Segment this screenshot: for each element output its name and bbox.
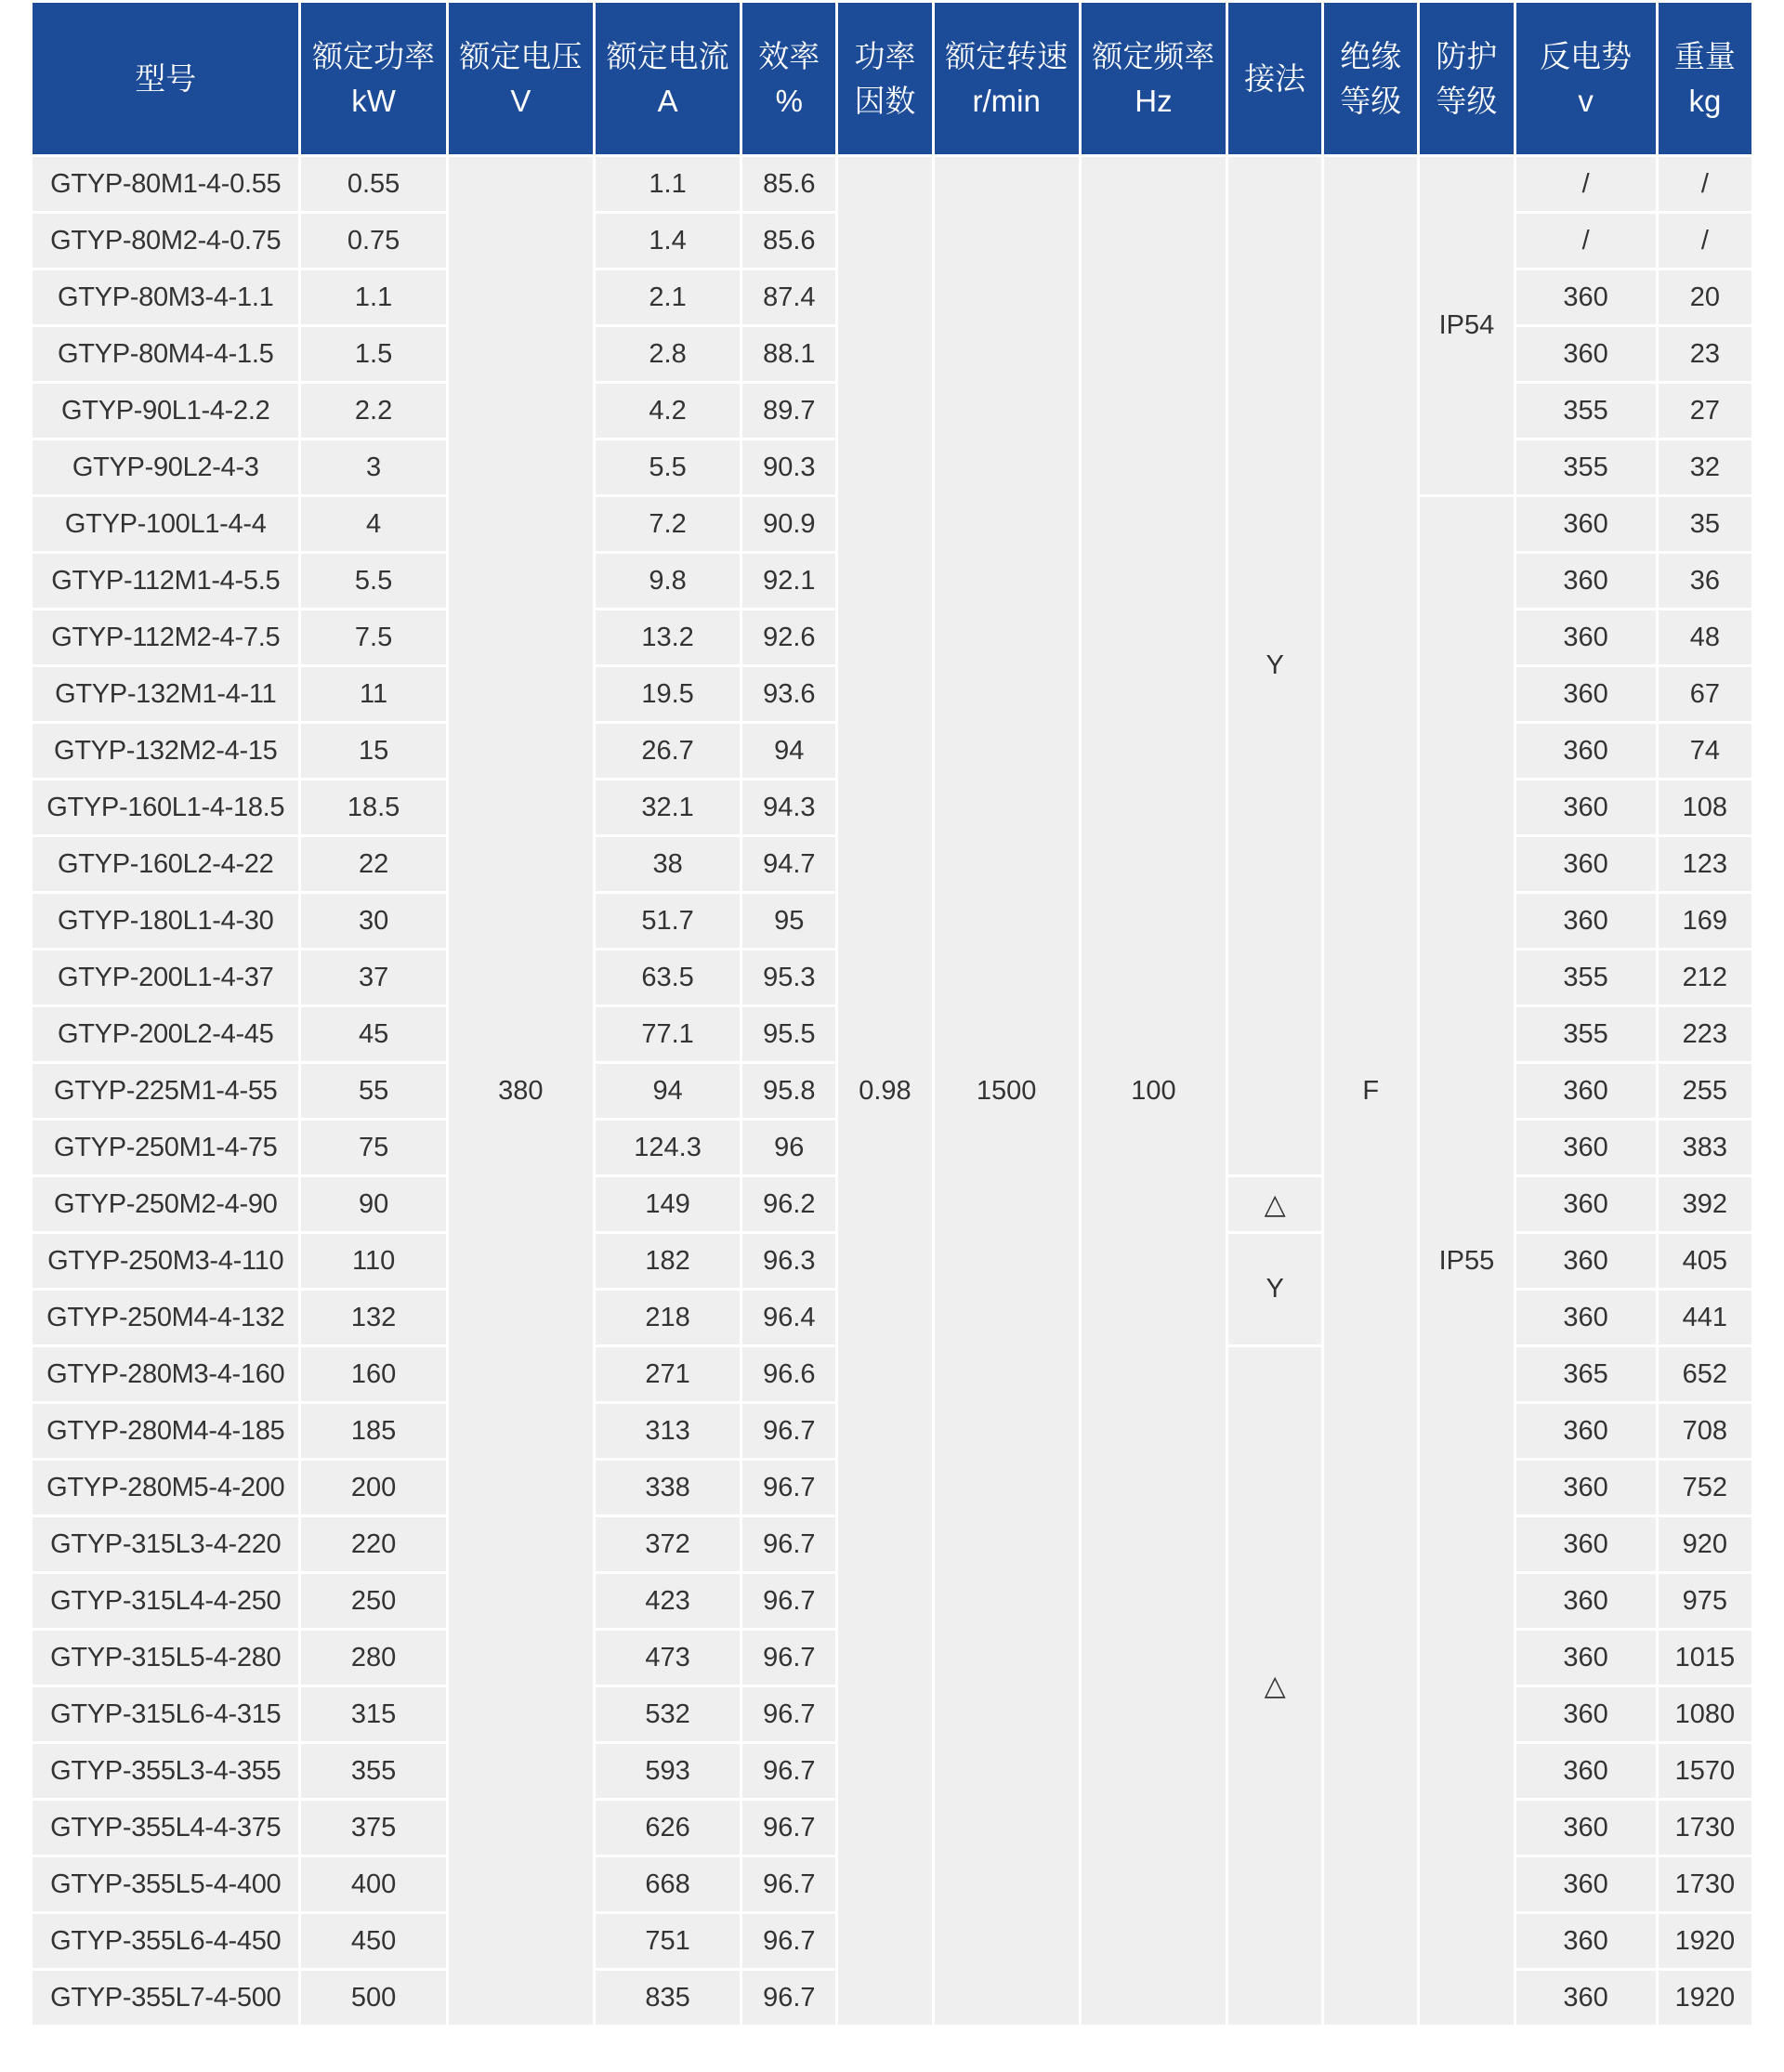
model-cell: GTYP-180L1-4-30 <box>33 894 298 948</box>
header-unit: % <box>775 83 803 118</box>
weight-cell: 652 <box>1659 1347 1751 1401</box>
protection-cell: IP55 <box>1420 497 1513 2025</box>
power-cell: 1.1 <box>301 270 445 324</box>
power-cell: 280 <box>301 1631 445 1685</box>
power-cell: 45 <box>301 1007 445 1061</box>
current-cell: 124.3 <box>596 1121 740 1174</box>
protection-cell: IP54 <box>1420 157 1513 494</box>
weight-cell: 1920 <box>1659 1971 1751 2025</box>
weight-cell: 169 <box>1659 894 1751 948</box>
header-label: 反电势 <box>1540 38 1633 73</box>
efficiency-cell: 89.7 <box>742 384 835 438</box>
model-cell: GTYP-355L3-4-355 <box>33 1744 298 1798</box>
back-emf-cell: 360 <box>1516 1461 1656 1515</box>
efficiency-cell: 96.2 <box>742 1177 835 1231</box>
back-emf-cell: 360 <box>1516 1291 1656 1344</box>
back-emf-cell: 355 <box>1516 1007 1656 1061</box>
model-cell: GTYP-280M5-4-200 <box>33 1461 298 1515</box>
back-emf-cell: 360 <box>1516 1064 1656 1118</box>
current-cell: 593 <box>596 1744 740 1798</box>
header-row <box>33 3 1751 154</box>
back-emf-cell: 360 <box>1516 1914 1656 1968</box>
model-cell: GTYP-160L1-4-18.5 <box>33 780 298 834</box>
header-label: 额定转速 <box>945 38 1069 73</box>
back-emf-cell: 360 <box>1516 1234 1656 1288</box>
current-cell: 313 <box>596 1404 740 1458</box>
efficiency-cell: 96.7 <box>742 1687 835 1741</box>
weight-cell: 74 <box>1659 724 1751 778</box>
model-cell: GTYP-90L1-4-2.2 <box>33 384 298 438</box>
back-emf-cell: 365 <box>1516 1347 1656 1401</box>
power-cell: 90 <box>301 1177 445 1231</box>
power-cell: 355 <box>301 1744 445 1798</box>
header-label: 重量 <box>1673 38 1736 73</box>
header-label: 防护 <box>1436 38 1498 73</box>
efficiency-cell: 96.7 <box>742 1857 835 1911</box>
weight-cell: 441 <box>1659 1291 1751 1344</box>
model-cell: GTYP-355L5-4-400 <box>33 1857 298 1911</box>
header-speed <box>935 3 1079 154</box>
weight-cell: 1730 <box>1659 1801 1751 1855</box>
header-label: 额定电压 <box>459 38 583 73</box>
weight-cell: 212 <box>1659 951 1751 1004</box>
power-cell: 4 <box>301 497 445 551</box>
header-current <box>596 3 740 154</box>
efficiency-cell: 93.6 <box>742 667 835 721</box>
efficiency-cell: 92.6 <box>742 610 835 664</box>
power-cell: 75 <box>301 1121 445 1174</box>
power-cell: 500 <box>301 1971 445 2025</box>
back-emf-cell: 355 <box>1516 384 1656 438</box>
back-emf-cell: 360 <box>1516 270 1656 324</box>
efficiency-cell: 95.3 <box>742 951 835 1004</box>
model-cell: GTYP-160L2-4-22 <box>33 837 298 891</box>
current-cell: 26.7 <box>596 724 740 778</box>
header-unit: 等级 <box>1340 83 1402 118</box>
current-cell: 473 <box>596 1631 740 1685</box>
current-cell: 668 <box>596 1857 740 1911</box>
header-efficiency <box>742 3 835 154</box>
efficiency-cell: 94 <box>742 724 835 778</box>
back-emf-cell: 360 <box>1516 327 1656 381</box>
current-cell: 4.2 <box>596 384 740 438</box>
model-cell: GTYP-355L6-4-450 <box>33 1914 298 1968</box>
current-cell: 218 <box>596 1291 740 1344</box>
current-cell: 182 <box>596 1234 740 1288</box>
back-emf-cell: 355 <box>1516 440 1656 494</box>
efficiency-cell: 85.6 <box>742 214 835 268</box>
efficiency-cell: 92.1 <box>742 554 835 608</box>
weight-cell: 27 <box>1659 384 1751 438</box>
model-cell: GTYP-250M1-4-75 <box>33 1121 298 1174</box>
weight-cell: 920 <box>1659 1517 1751 1571</box>
header-label: 额定电流 <box>606 38 729 73</box>
back-emf-cell: 360 <box>1516 1971 1656 2025</box>
header-unit: r/min <box>972 83 1041 118</box>
model-cell: GTYP-355L4-4-375 <box>33 1801 298 1855</box>
model-cell: GTYP-80M3-4-1.1 <box>33 270 298 324</box>
current-cell: 338 <box>596 1461 740 1515</box>
power-cell: 400 <box>301 1857 445 1911</box>
back-emf-cell: 360 <box>1516 554 1656 608</box>
power-cell: 160 <box>301 1347 445 1401</box>
header-label: 绝缘 <box>1340 38 1402 73</box>
weight-cell: / <box>1659 214 1751 268</box>
current-cell: 1.1 <box>596 157 740 211</box>
weight-cell: 1015 <box>1659 1631 1751 1685</box>
model-cell: GTYP-250M3-4-110 <box>33 1234 298 1288</box>
current-cell: 2.1 <box>596 270 740 324</box>
weight-cell: 108 <box>1659 780 1751 834</box>
header-unit: 因数 <box>854 83 916 118</box>
model-cell: GTYP-132M1-4-11 <box>33 667 298 721</box>
weight-cell: 752 <box>1659 1461 1751 1515</box>
back-emf-cell: 360 <box>1516 610 1656 664</box>
efficiency-cell: 96.6 <box>742 1347 835 1401</box>
model-cell: GTYP-112M2-4-7.5 <box>33 610 298 664</box>
current-cell: 532 <box>596 1687 740 1741</box>
efficiency-cell: 85.6 <box>742 157 835 211</box>
efficiency-cell: 90.3 <box>742 440 835 494</box>
table-body <box>33 157 1751 2025</box>
back-emf-cell: / <box>1516 157 1656 211</box>
efficiency-cell: 95.5 <box>742 1007 835 1061</box>
back-emf-cell: 360 <box>1516 1744 1656 1798</box>
current-cell: 7.2 <box>596 497 740 551</box>
efficiency-cell: 96.7 <box>742 1574 835 1628</box>
back-emf-cell: 360 <box>1516 667 1656 721</box>
current-cell: 19.5 <box>596 667 740 721</box>
weight-cell: 1080 <box>1659 1687 1751 1741</box>
power-cell: 55 <box>301 1064 445 1118</box>
current-cell: 9.8 <box>596 554 740 608</box>
power-cell: 220 <box>301 1517 445 1571</box>
efficiency-cell: 88.1 <box>742 327 835 381</box>
efficiency-cell: 96.4 <box>742 1291 835 1344</box>
back-emf-cell: 360 <box>1516 724 1656 778</box>
header-unit: A <box>657 83 678 118</box>
current-cell: 372 <box>596 1517 740 1571</box>
model-cell: GTYP-112M1-4-5.5 <box>33 554 298 608</box>
efficiency-cell: 96 <box>742 1121 835 1174</box>
table-header <box>33 3 1751 154</box>
current-cell: 835 <box>596 1971 740 2025</box>
efficiency-cell: 90.9 <box>742 497 835 551</box>
power-cell: 7.5 <box>301 610 445 664</box>
efficiency-cell: 96.7 <box>742 1404 835 1458</box>
weight-cell: 48 <box>1659 610 1751 664</box>
weight-cell: 23 <box>1659 327 1751 381</box>
header-label: 接法 <box>1244 60 1306 96</box>
power-cell: 15 <box>301 724 445 778</box>
header-label: 额定功率 <box>312 38 436 73</box>
back-emf-cell: 360 <box>1516 1404 1656 1458</box>
back-emf-cell: 360 <box>1516 894 1656 948</box>
weight-cell: 35 <box>1659 497 1751 551</box>
efficiency-cell: 96.7 <box>742 1801 835 1855</box>
weight-cell: 392 <box>1659 1177 1751 1231</box>
power-cell: 3 <box>301 440 445 494</box>
current-cell: 271 <box>596 1347 740 1401</box>
header-power <box>301 3 445 154</box>
model-cell: GTYP-280M3-4-160 <box>33 1347 298 1401</box>
efficiency-cell: 96.7 <box>742 1971 835 2025</box>
power-cell: 2.2 <box>301 384 445 438</box>
power-cell: 30 <box>301 894 445 948</box>
current-cell: 51.7 <box>596 894 740 948</box>
efficiency-cell: 95.8 <box>742 1064 835 1118</box>
model-cell: GTYP-100L1-4-4 <box>33 497 298 551</box>
current-cell: 32.1 <box>596 780 740 834</box>
model-cell: GTYP-250M2-4-90 <box>33 1177 298 1231</box>
model-cell: GTYP-200L1-4-37 <box>33 951 298 1004</box>
power-cell: 1.5 <box>301 327 445 381</box>
weight-cell: 1730 <box>1659 1857 1751 1911</box>
efficiency-cell: 94.3 <box>742 780 835 834</box>
weight-cell: 36 <box>1659 554 1751 608</box>
weight-cell: 255 <box>1659 1064 1751 1118</box>
back-emf-cell: 360 <box>1516 1801 1656 1855</box>
power-cell: 110 <box>301 1234 445 1288</box>
power-cell: 11 <box>301 667 445 721</box>
insulation-cell: F <box>1324 157 1417 2025</box>
connection-cell: △ <box>1228 1177 1321 1231</box>
current-cell: 38 <box>596 837 740 891</box>
back-emf-cell: 355 <box>1516 951 1656 1004</box>
connection-cell: △ <box>1228 1347 1321 2025</box>
model-cell: GTYP-315L6-4-315 <box>33 1687 298 1741</box>
power-cell: 185 <box>301 1404 445 1458</box>
model-cell: GTYP-80M4-4-1.5 <box>33 327 298 381</box>
efficiency-cell: 96.7 <box>742 1744 835 1798</box>
power-cell: 5.5 <box>301 554 445 608</box>
current-cell: 423 <box>596 1574 740 1628</box>
model-cell: GTYP-280M4-4-185 <box>33 1404 298 1458</box>
model-cell: GTYP-200L2-4-45 <box>33 1007 298 1061</box>
power-cell: 0.75 <box>301 214 445 268</box>
back-emf-cell: 360 <box>1516 1857 1656 1911</box>
model-cell: GTYP-90L2-4-3 <box>33 440 298 494</box>
power-factor-cell: 0.98 <box>838 157 931 2025</box>
power-cell: 22 <box>301 837 445 891</box>
current-cell: 13.2 <box>596 610 740 664</box>
efficiency-cell: 94.7 <box>742 837 835 891</box>
power-cell: 37 <box>301 951 445 1004</box>
efficiency-cell: 96.7 <box>742 1517 835 1571</box>
power-cell: 450 <box>301 1914 445 1968</box>
power-cell: 315 <box>301 1687 445 1741</box>
back-emf-cell: 360 <box>1516 1631 1656 1685</box>
model-cell: GTYP-315L4-4-250 <box>33 1574 298 1628</box>
back-emf-cell: 360 <box>1516 1574 1656 1628</box>
weight-cell: 32 <box>1659 440 1751 494</box>
header-unit: v <box>1578 83 1594 118</box>
power-cell: 200 <box>301 1461 445 1515</box>
weight-cell: 223 <box>1659 1007 1751 1061</box>
current-cell: 63.5 <box>596 951 740 1004</box>
header-insulation <box>1324 3 1417 154</box>
back-emf-cell: 360 <box>1516 497 1656 551</box>
weight-cell: 975 <box>1659 1574 1751 1628</box>
weight-cell: 405 <box>1659 1234 1751 1288</box>
current-cell: 2.8 <box>596 327 740 381</box>
model-cell: GTYP-225M1-4-55 <box>33 1064 298 1118</box>
model-cell: GTYP-315L5-4-280 <box>33 1631 298 1685</box>
header-protection <box>1420 3 1513 154</box>
header-label: 额定频率 <box>1092 38 1215 73</box>
connection-cell: Y <box>1228 157 1321 1174</box>
back-emf-cell: 360 <box>1516 837 1656 891</box>
back-emf-cell: 360 <box>1516 780 1656 834</box>
power-cell: 375 <box>301 1801 445 1855</box>
efficiency-cell: 96.7 <box>742 1914 835 1968</box>
power-cell: 18.5 <box>301 780 445 834</box>
weight-cell: 123 <box>1659 837 1751 891</box>
header-unit: V <box>510 83 531 118</box>
efficiency-cell: 96.7 <box>742 1631 835 1685</box>
weight-cell: 20 <box>1659 270 1751 324</box>
weight-cell: 1920 <box>1659 1914 1751 1968</box>
header-label: 效率 <box>758 38 820 73</box>
connection-cell: Y <box>1228 1234 1321 1344</box>
model-cell: GTYP-132M2-4-15 <box>33 724 298 778</box>
back-emf-cell: 360 <box>1516 1517 1656 1571</box>
header-frequency <box>1082 3 1226 154</box>
power-cell: 250 <box>301 1574 445 1628</box>
header-weight <box>1659 3 1751 154</box>
header-unit: Hz <box>1135 83 1173 118</box>
back-emf-cell: 360 <box>1516 1177 1656 1231</box>
model-cell: GTYP-80M1-4-0.55 <box>33 157 298 211</box>
current-cell: 626 <box>596 1801 740 1855</box>
back-emf-cell: 360 <box>1516 1687 1656 1741</box>
voltage-cell: 380 <box>449 157 593 2025</box>
current-cell: 751 <box>596 1914 740 1968</box>
frequency-cell: 100 <box>1082 157 1226 2025</box>
back-emf-cell: / <box>1516 214 1656 268</box>
current-cell: 5.5 <box>596 440 740 494</box>
efficiency-cell: 87.4 <box>742 270 835 324</box>
header-unit: 等级 <box>1436 83 1498 118</box>
table-row <box>33 157 1751 211</box>
header-connection <box>1228 3 1321 154</box>
header-power-factor <box>838 3 931 154</box>
header-voltage <box>449 3 593 154</box>
power-cell: 0.55 <box>301 157 445 211</box>
header-label: 功率 <box>854 38 916 73</box>
model-cell: GTYP-355L7-4-500 <box>33 1971 298 2025</box>
efficiency-cell: 96.3 <box>742 1234 835 1288</box>
header-label: 型号 <box>135 60 197 96</box>
weight-cell: 67 <box>1659 667 1751 721</box>
efficiency-cell: 95 <box>742 894 835 948</box>
header-model <box>33 3 298 154</box>
weight-cell: / <box>1659 157 1751 211</box>
model-cell: GTYP-250M4-4-132 <box>33 1291 298 1344</box>
weight-cell: 708 <box>1659 1404 1751 1458</box>
model-cell: GTYP-315L3-4-220 <box>33 1517 298 1571</box>
model-cell: GTYP-80M2-4-0.75 <box>33 214 298 268</box>
header-unit: kg <box>1688 83 1722 118</box>
motor-spec-table <box>30 0 1754 2027</box>
header-back-emf <box>1516 3 1656 154</box>
header-unit: kW <box>351 83 396 118</box>
speed-cell: 1500 <box>935 157 1079 2025</box>
weight-cell: 1570 <box>1659 1744 1751 1798</box>
back-emf-cell: 360 <box>1516 1121 1656 1174</box>
power-cell: 132 <box>301 1291 445 1344</box>
current-cell: 77.1 <box>596 1007 740 1061</box>
current-cell: 1.4 <box>596 214 740 268</box>
weight-cell: 383 <box>1659 1121 1751 1174</box>
current-cell: 149 <box>596 1177 740 1231</box>
efficiency-cell: 96.7 <box>742 1461 835 1515</box>
current-cell: 94 <box>596 1064 740 1118</box>
